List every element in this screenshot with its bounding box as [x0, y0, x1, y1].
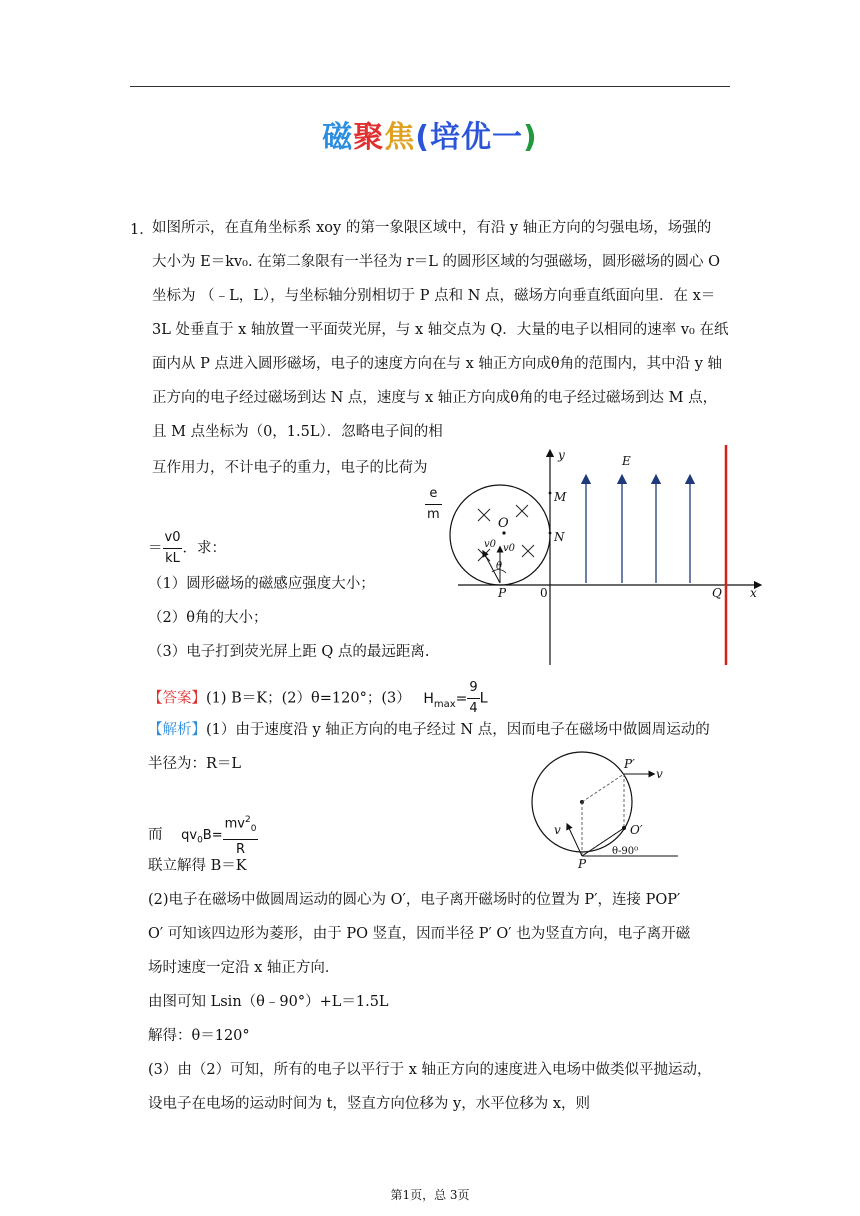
analysis-line: 【解析】(1）由于速度沿 y 轴正方向的电子经过 N 点，因而电子在磁场中做圆周运动的: [148, 722, 710, 738]
analysis-line: 解得：θ＝120°: [148, 1028, 250, 1044]
label-v0-b: v0: [503, 543, 516, 554]
center-dot: [502, 531, 505, 534]
label-p: P: [578, 857, 587, 868]
label-theta: θ: [496, 561, 503, 572]
label-o-prime: O′: [630, 823, 643, 837]
analysis-line: 设电子在电场的运动时间为 t，竖直方向位移为 y，水平位移为 x，则: [148, 1096, 591, 1112]
question-line: 面内从 P 点进入圆形磁场，电子的速度方向在与 x 轴正方向成θ角的范围内，其中沿 y 轴: [152, 356, 723, 372]
label-origin: 0: [540, 586, 548, 600]
label-x: x: [750, 586, 757, 600]
point-m: [549, 492, 552, 495]
question-line: 正方向的电子经过磁场到达 N 点，速度与 x 轴正方向成θ角的电子经过磁场到达 M 点，: [152, 390, 718, 406]
question-line: 互作用力，不计电子的重力，电子的比荷为: [152, 460, 428, 476]
label-v0-a: v0: [484, 539, 497, 550]
label-e: E: [622, 454, 631, 468]
label-y: y: [558, 448, 565, 462]
question-line: 如图所示，在直角坐标系 xoy 的第一象限区域中，有沿 y 轴正方向的匀强电场，场强的: [152, 220, 712, 236]
label-m: M: [554, 490, 567, 504]
analysis-line: 场时速度一定沿 x 轴正方向．: [148, 960, 340, 976]
question-line: 大小为 E＝kv₀. 在第二象限有一半径为 r＝L 的圆形区域的匀强磁场，圆形磁场的圆心 O: [152, 254, 720, 270]
question-line: 坐标为 （﹣L，L），与坐标轴分别相切于 P 点和 N 点，磁场方向垂直纸面向里．在 x＝: [152, 288, 716, 304]
analysis-line: 联立解得 B＝K: [148, 858, 247, 874]
label-q: Q: [712, 586, 722, 600]
question-line: 且 M 点坐标为（0，1.5L）．忽略电子间的相: [152, 424, 443, 440]
sub-question-1: （1）圆形磁场的磁感应强度大小；: [148, 576, 375, 592]
point-o-prime: [622, 826, 626, 830]
analysis-line: O′ 可知该四边形为菱形，由于 PO 竖直，因而半径 P′ O′ 也为竖直方向，电子离开磁: [148, 926, 691, 942]
question-line: 3L 处垂直于 x 轴放置一平面荧光屏，与 x 轴交点为 Q．大量的电子以相同的速率 v₀ 在纸: [152, 322, 729, 338]
header-rule: [130, 86, 730, 87]
page-title: 磁聚焦(培优一): [322, 120, 538, 155]
field-diagram: [440, 445, 770, 670]
point-n: [549, 532, 552, 535]
label-v-entry: v: [554, 823, 561, 837]
analysis-line: 半径为：R＝L: [148, 756, 242, 772]
label-o: O: [498, 516, 509, 531]
label-n: N: [554, 530, 565, 544]
analysis-line: (2)电子在磁场中做圆周运动的圆心为 O′，电子离开磁场时的位置为 P′，连接 POP′: [148, 892, 681, 908]
rhombus-diagram: [528, 748, 688, 868]
analysis-line: 由图可知 Lsin（θ﹣90°）+L＝1.5L: [148, 994, 389, 1010]
analysis-line: (3）由（2）可知，所有的电子以平行于 x 轴正方向的速度进入电场中做类似平抛运动，: [148, 1062, 712, 1078]
sub-question-2: （2）θ角的大小；: [148, 610, 268, 626]
label-v-exit: v: [656, 767, 663, 781]
question-number: 1．: [130, 222, 154, 238]
label-p: P: [498, 586, 507, 600]
label-angle: θ-90⁰: [612, 846, 639, 857]
charge-ratio-value: ＝ $\frac{v0}{kL}$ ．求：: [148, 530, 226, 566]
sub-question-3: （3）电子打到荧光屏上距 Q 点的最远距离.: [148, 644, 430, 660]
page-footer: 第1页，总 3页: [390, 1188, 470, 1202]
charge-ratio: $\frac{e}{m}$: [427, 486, 440, 522]
label-p-prime: P′: [624, 757, 635, 771]
answer-line: 【答案】(1) B＝K；(2）θ=120°；(3） $H_{max}=$ $\frac{9}{4}$ L: [148, 680, 488, 716]
analysis-line: 而 $qv_0B=$ $\frac{mv^2_0}{R}$: [148, 810, 258, 860]
